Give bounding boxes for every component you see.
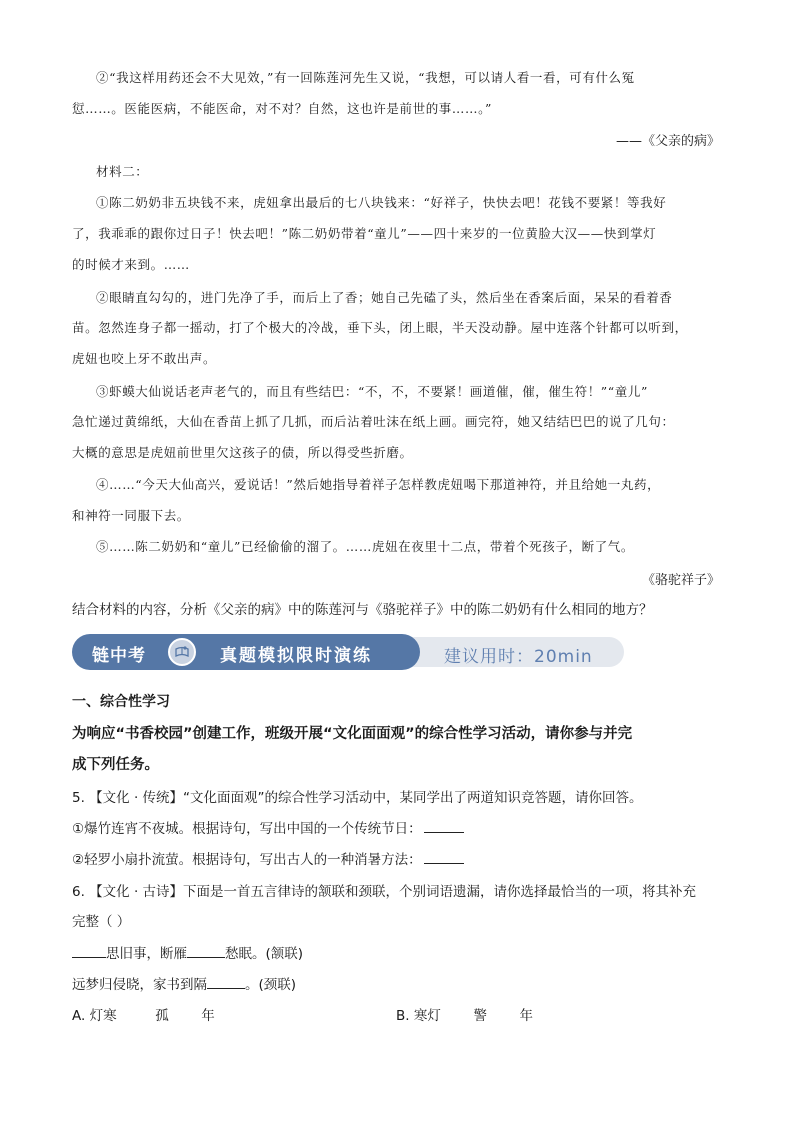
passage-line: 的时候才来到。…… (72, 257, 190, 272)
passage-line: ②眼睛直勾勾的，进门先净了手，而后上了香；她自己先磕了头，然后坐在香案后面，呆呆的看着香 (96, 290, 673, 305)
poem-line (72, 942, 303, 962)
book-badge-icon (168, 638, 196, 666)
question-text: 结合材料的内容，分析《父亲的病》中的陈莲河与《骆驼祥子》中的陈二奶奶有什么相同的地方？ (72, 602, 653, 618)
answer-blank[interactable] (207, 976, 245, 989)
passage-line: 虎妞也咬上牙不敢出声。 (72, 351, 217, 366)
passage-line: ④……“今天大仙高兴，爱说话！”然后她指导着祥子怎样教虎妞喝下那道神符，并且给她一丸药， (96, 477, 661, 492)
answer-blank[interactable] (187, 945, 225, 958)
item-text: ①爆竹连宵不夜城。根据诗句，写出中国的一个传统节日： (72, 821, 422, 837)
passage-line: ③虾蟆大仙说话老声老气的，而且有些结巴：“不，不，不要紧！画道催，催，催生符！”“童儿” (96, 384, 648, 399)
option-a[interactable] (72, 1004, 215, 1024)
option-b[interactable] (396, 1004, 533, 1024)
section-heading: 一、综合性学习 (72, 694, 170, 710)
passage-line: ②“我这样用药还会不大见效，”有一回陈莲河先生又说，“我想，可以请人看一看，可有什么冤 (96, 70, 635, 85)
poem-text: 远梦归侵晓，家书到隔 (72, 977, 207, 993)
poem-text: 。(颈联) (245, 977, 297, 993)
poem-text: 愁眠。(颔联) (225, 946, 304, 962)
answer-blank[interactable] (72, 945, 106, 958)
poem-text: 思旧事，断雁 (106, 946, 187, 962)
section-banner (72, 634, 624, 670)
option-word: 年 (201, 1008, 215, 1024)
passage-source: ——《父亲的病》 (615, 134, 720, 149)
answer-blank[interactable] (424, 820, 464, 833)
passage-line: 了，我乖乖的跟你过日子！快去吧！”陈二奶奶带着“童儿”——四十来岁的一位黄脸大汉——快到掌灯 (72, 226, 657, 241)
option-word: 警 (473, 1008, 487, 1024)
passage-line: 愆……。医能医病，不能医命，对不对？自然，这也许是前世的事……。” (72, 101, 492, 116)
option-word: 年 (519, 1008, 534, 1024)
question-5-stem: 5. 【文化 · 传统】“文化面面观”的综合性学习活动中，某同学出了两道知识竞答题，请你回答。 (72, 790, 643, 806)
answer-blank[interactable] (424, 851, 464, 864)
question-5-item (72, 817, 464, 837)
option-label: B. 寒灯 (396, 1008, 441, 1024)
passage-line: ⑤……陈二奶奶和“童儿”已经偷偷的溜了。……虎妞在夜里十二点，带着个死孩子，断了气。 (96, 539, 634, 554)
item-text: ②轻罗小扇扑流萤。根据诗句，写出古人的一种消暑方法： (72, 852, 422, 868)
banner-time: 建议用时：20min (444, 647, 593, 667)
passage-line: 急忙递过黄绵纸，大仙在香苗上抓了几抓，而后沾着吐沫在纸上画。画完符，她又结结巴巴的说了几句： (72, 414, 675, 429)
material-heading: 材料二： (96, 164, 149, 179)
question-6-stem: 6. 【文化 · 古诗】下面是一首五言律诗的颔联和颈联，个别词语遗漏，请你选择最恰当的一项，将其补充 (72, 884, 697, 900)
poem-line (72, 973, 296, 993)
question-5-item (72, 848, 464, 868)
question-6-stem: 完整（ ） (72, 914, 131, 930)
passage-line: 大概的意思是虎妞前世里欠这孩子的债，所以得受些折磨。 (72, 445, 413, 460)
option-word: 孤 (155, 1008, 169, 1024)
passage-line: ①陈二奶奶非五块钱不来，虎妞拿出最后的七八块钱来：“好祥子，快快去吧！花钱不要紧！等我好 (96, 195, 667, 210)
passage-line: 和神符一同服下去。 (72, 508, 190, 523)
section-intro: 成下列任务。 (72, 757, 159, 773)
passage-line: 苗。忽然连身子都一摇动，打了个极大的冷战，垂下头，闭上眼，半天没动静。屋中连落个针都可以听到， (72, 320, 688, 335)
option-label: A. 灯寒 (72, 1008, 117, 1024)
banner-title: 真题模拟限时演练 (220, 646, 372, 666)
passage-source: 《骆驼祥子》 (641, 573, 720, 588)
banner-tag: 链中考 (92, 646, 146, 666)
section-intro: 为响应“书香校园”创建工作，班级开展“文化面面观”的综合性学习活动，请你参与并完 (72, 726, 633, 742)
